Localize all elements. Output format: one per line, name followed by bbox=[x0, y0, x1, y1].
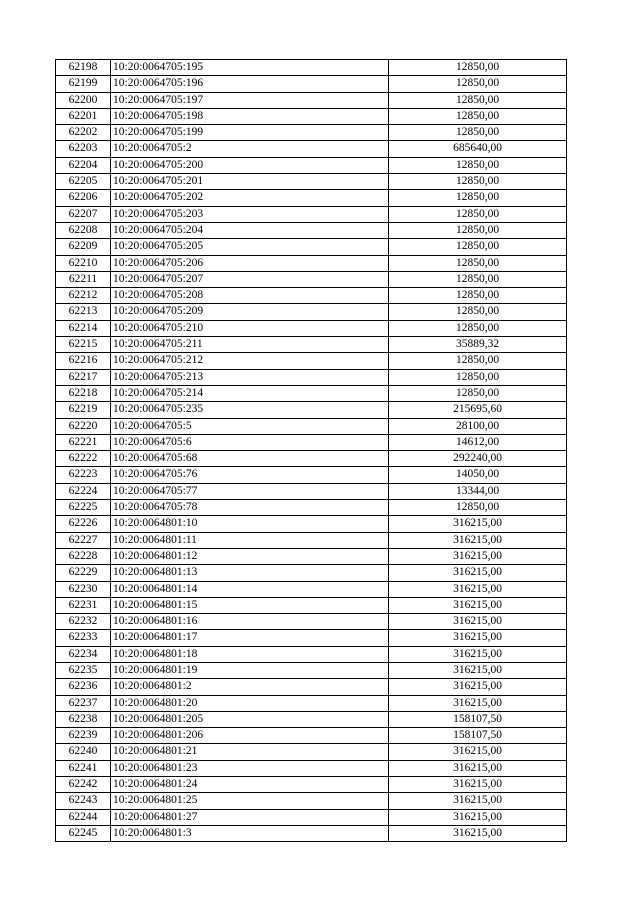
table-row bbox=[56, 353, 567, 369]
row-number-cell: 62234 bbox=[56, 646, 111, 662]
table-row bbox=[56, 190, 567, 206]
row-number-cell: 62208 bbox=[56, 222, 111, 238]
cadastral-number-cell: 10:20:0064801:20 bbox=[111, 695, 389, 711]
table-row bbox=[56, 711, 567, 727]
row-number-cell: 62233 bbox=[56, 630, 111, 646]
value-cell: 12850,00 bbox=[389, 190, 567, 206]
row-number-cell: 62231 bbox=[56, 597, 111, 613]
value-cell: 316215,00 bbox=[389, 809, 567, 825]
table-row bbox=[56, 92, 567, 108]
cadastral-number-cell: 10:20:0064705:208 bbox=[111, 288, 389, 304]
table-row bbox=[56, 141, 567, 157]
table-row bbox=[56, 108, 567, 124]
value-cell: 12850,00 bbox=[389, 206, 567, 222]
table-row bbox=[56, 614, 567, 630]
cadastral-number-cell: 10:20:0064705:77 bbox=[111, 483, 389, 499]
cadastral-number-cell: 10:20:0064801:23 bbox=[111, 760, 389, 776]
cadastral-number-cell: 10:20:0064705:235 bbox=[111, 402, 389, 418]
table-row bbox=[56, 402, 567, 418]
row-number-cell: 62241 bbox=[56, 760, 111, 776]
cadastral-number-cell: 10:20:0064705:195 bbox=[111, 60, 389, 76]
table-row bbox=[56, 581, 567, 597]
table-row bbox=[56, 532, 567, 548]
cadastral-number-cell: 10:20:0064801:24 bbox=[111, 777, 389, 793]
row-number-cell: 62221 bbox=[56, 434, 111, 450]
table-row bbox=[56, 255, 567, 271]
table-row bbox=[56, 60, 567, 76]
cadastral-number-cell: 10:20:0064801:206 bbox=[111, 728, 389, 744]
row-number-cell: 62213 bbox=[56, 304, 111, 320]
value-cell: 316215,00 bbox=[389, 597, 567, 613]
value-cell: 12850,00 bbox=[389, 500, 567, 516]
cadastral-number-cell: 10:20:0064705:200 bbox=[111, 157, 389, 173]
cadastral-number-cell: 10:20:0064801:10 bbox=[111, 516, 389, 532]
cadastral-number-cell: 10:20:0064801:19 bbox=[111, 662, 389, 678]
value-cell: 316215,00 bbox=[389, 565, 567, 581]
cadastral-number-cell: 10:20:0064801:21 bbox=[111, 744, 389, 760]
table-row bbox=[56, 809, 567, 825]
row-number-cell: 62207 bbox=[56, 206, 111, 222]
row-number-cell: 62215 bbox=[56, 337, 111, 353]
value-cell: 14050,00 bbox=[389, 467, 567, 483]
row-number-cell: 62224 bbox=[56, 483, 111, 499]
table-row bbox=[56, 516, 567, 532]
table-body bbox=[56, 60, 567, 842]
table-row bbox=[56, 206, 567, 222]
value-cell: 316215,00 bbox=[389, 630, 567, 646]
table-row bbox=[56, 467, 567, 483]
row-number-cell: 62203 bbox=[56, 141, 111, 157]
value-cell: 316215,00 bbox=[389, 614, 567, 630]
row-number-cell: 62200 bbox=[56, 92, 111, 108]
table-row bbox=[56, 125, 567, 141]
value-cell: 12850,00 bbox=[389, 385, 567, 401]
row-number-cell: 62225 bbox=[56, 500, 111, 516]
row-number-cell: 62204 bbox=[56, 157, 111, 173]
row-number-cell: 62211 bbox=[56, 271, 111, 287]
table-row bbox=[56, 565, 567, 581]
table-row bbox=[56, 337, 567, 353]
row-number-cell: 62240 bbox=[56, 744, 111, 760]
value-cell: 12850,00 bbox=[389, 157, 567, 173]
cadastral-number-cell: 10:20:0064705:211 bbox=[111, 337, 389, 353]
row-number-cell: 62237 bbox=[56, 695, 111, 711]
cadastral-number-cell: 10:20:0064705:2 bbox=[111, 141, 389, 157]
row-number-cell: 62212 bbox=[56, 288, 111, 304]
cadastral-number-cell: 10:20:0064705:212 bbox=[111, 353, 389, 369]
table-row bbox=[56, 777, 567, 793]
row-number-cell: 62220 bbox=[56, 418, 111, 434]
value-cell: 12850,00 bbox=[389, 320, 567, 336]
row-number-cell: 62209 bbox=[56, 239, 111, 255]
row-number-cell: 62239 bbox=[56, 728, 111, 744]
table-row bbox=[56, 320, 567, 336]
cadastral-number-cell: 10:20:0064705:213 bbox=[111, 369, 389, 385]
cadastral-number-cell: 10:20:0064705:199 bbox=[111, 125, 389, 141]
value-cell: 215695,60 bbox=[389, 402, 567, 418]
table-row bbox=[56, 825, 567, 841]
table-row bbox=[56, 369, 567, 385]
cadastral-value-table bbox=[55, 59, 567, 842]
table-row bbox=[56, 239, 567, 255]
value-cell: 158107,50 bbox=[389, 711, 567, 727]
value-cell: 28100,00 bbox=[389, 418, 567, 434]
table-row bbox=[56, 500, 567, 516]
row-number-cell: 62205 bbox=[56, 174, 111, 190]
value-cell: 12850,00 bbox=[389, 288, 567, 304]
row-number-cell: 62244 bbox=[56, 809, 111, 825]
value-cell: 12850,00 bbox=[389, 174, 567, 190]
cadastral-number-cell: 10:20:0064705:197 bbox=[111, 92, 389, 108]
cadastral-number-cell: 10:20:0064801:11 bbox=[111, 532, 389, 548]
row-number-cell: 62238 bbox=[56, 711, 111, 727]
table-row bbox=[56, 679, 567, 695]
table-row bbox=[56, 434, 567, 450]
value-cell: 316215,00 bbox=[389, 532, 567, 548]
table-row bbox=[56, 760, 567, 776]
table-row bbox=[56, 630, 567, 646]
cadastral-number-cell: 10:20:0064705:210 bbox=[111, 320, 389, 336]
cadastral-number-cell: 10:20:0064705:201 bbox=[111, 174, 389, 190]
row-number-cell: 62243 bbox=[56, 793, 111, 809]
value-cell: 316215,00 bbox=[389, 646, 567, 662]
cadastral-number-cell: 10:20:0064705:76 bbox=[111, 467, 389, 483]
cadastral-number-cell: 10:20:0064801:25 bbox=[111, 793, 389, 809]
value-cell: 12850,00 bbox=[389, 369, 567, 385]
row-number-cell: 62218 bbox=[56, 385, 111, 401]
cadastral-number-cell: 10:20:0064705:68 bbox=[111, 451, 389, 467]
row-number-cell: 62242 bbox=[56, 777, 111, 793]
cadastral-number-cell: 10:20:0064801:13 bbox=[111, 565, 389, 581]
table-row bbox=[56, 744, 567, 760]
row-number-cell: 62230 bbox=[56, 581, 111, 597]
table-row bbox=[56, 451, 567, 467]
table-row bbox=[56, 597, 567, 613]
cadastral-number-cell: 10:20:0064801:3 bbox=[111, 825, 389, 841]
value-cell: 316215,00 bbox=[389, 744, 567, 760]
table-row bbox=[56, 222, 567, 238]
row-number-cell: 62229 bbox=[56, 565, 111, 581]
table-row bbox=[56, 728, 567, 744]
table-row bbox=[56, 288, 567, 304]
table-row bbox=[56, 793, 567, 809]
row-number-cell: 62206 bbox=[56, 190, 111, 206]
cadastral-number-cell: 10:20:0064801:205 bbox=[111, 711, 389, 727]
row-number-cell: 62217 bbox=[56, 369, 111, 385]
row-number-cell: 62232 bbox=[56, 614, 111, 630]
row-number-cell: 62245 bbox=[56, 825, 111, 841]
cadastral-number-cell: 10:20:0064801:27 bbox=[111, 809, 389, 825]
table-row bbox=[56, 418, 567, 434]
row-number-cell: 62214 bbox=[56, 320, 111, 336]
row-number-cell: 62228 bbox=[56, 548, 111, 564]
row-number-cell: 62202 bbox=[56, 125, 111, 141]
row-number-cell: 62223 bbox=[56, 467, 111, 483]
cadastral-number-cell: 10:20:0064705:198 bbox=[111, 108, 389, 124]
table-row bbox=[56, 695, 567, 711]
row-number-cell: 62222 bbox=[56, 451, 111, 467]
cadastral-number-cell: 10:20:0064705:202 bbox=[111, 190, 389, 206]
cadastral-number-cell: 10:20:0064705:207 bbox=[111, 271, 389, 287]
value-cell: 14612,00 bbox=[389, 434, 567, 450]
cadastral-number-cell: 10:20:0064705:6 bbox=[111, 434, 389, 450]
row-number-cell: 62226 bbox=[56, 516, 111, 532]
cadastral-number-cell: 10:20:0064705:203 bbox=[111, 206, 389, 222]
value-cell: 12850,00 bbox=[389, 60, 567, 76]
value-cell: 316215,00 bbox=[389, 777, 567, 793]
value-cell: 12850,00 bbox=[389, 239, 567, 255]
value-cell: 316215,00 bbox=[389, 760, 567, 776]
value-cell: 316215,00 bbox=[389, 516, 567, 532]
table-row bbox=[56, 76, 567, 92]
value-cell: 316215,00 bbox=[389, 679, 567, 695]
table-row bbox=[56, 646, 567, 662]
row-number-cell: 62201 bbox=[56, 108, 111, 124]
table-row bbox=[56, 157, 567, 173]
value-cell: 316215,00 bbox=[389, 548, 567, 564]
value-cell: 12850,00 bbox=[389, 92, 567, 108]
table-row bbox=[56, 548, 567, 564]
cadastral-number-cell: 10:20:0064801:14 bbox=[111, 581, 389, 597]
cadastral-number-cell: 10:20:0064705:204 bbox=[111, 222, 389, 238]
cadastral-number-cell: 10:20:0064801:2 bbox=[111, 679, 389, 695]
value-cell: 316215,00 bbox=[389, 581, 567, 597]
value-cell: 685640,00 bbox=[389, 141, 567, 157]
cadastral-number-cell: 10:20:0064801:16 bbox=[111, 614, 389, 630]
value-cell: 12850,00 bbox=[389, 76, 567, 92]
value-cell: 158107,50 bbox=[389, 728, 567, 744]
value-cell: 316215,00 bbox=[389, 793, 567, 809]
value-cell: 12850,00 bbox=[389, 222, 567, 238]
cadastral-number-cell: 10:20:0064801:17 bbox=[111, 630, 389, 646]
value-cell: 316215,00 bbox=[389, 695, 567, 711]
row-number-cell: 62236 bbox=[56, 679, 111, 695]
table-row bbox=[56, 271, 567, 287]
row-number-cell: 62199 bbox=[56, 76, 111, 92]
cadastral-number-cell: 10:20:0064705:78 bbox=[111, 500, 389, 516]
row-number-cell: 62235 bbox=[56, 662, 111, 678]
value-cell: 12850,00 bbox=[389, 125, 567, 141]
value-cell: 292240,00 bbox=[389, 451, 567, 467]
row-number-cell: 62227 bbox=[56, 532, 111, 548]
value-cell: 12850,00 bbox=[389, 271, 567, 287]
row-number-cell: 62198 bbox=[56, 60, 111, 76]
cadastral-number-cell: 10:20:0064801:12 bbox=[111, 548, 389, 564]
row-number-cell: 62210 bbox=[56, 255, 111, 271]
table-row bbox=[56, 662, 567, 678]
value-cell: 35889,32 bbox=[389, 337, 567, 353]
row-number-cell: 62216 bbox=[56, 353, 111, 369]
cadastral-number-cell: 10:20:0064705:196 bbox=[111, 76, 389, 92]
value-cell: 12850,00 bbox=[389, 108, 567, 124]
cadastral-number-cell: 10:20:0064705:209 bbox=[111, 304, 389, 320]
table-row bbox=[56, 174, 567, 190]
cadastral-number-cell: 10:20:0064705:5 bbox=[111, 418, 389, 434]
value-cell: 13344,00 bbox=[389, 483, 567, 499]
cadastral-number-cell: 10:20:0064705:206 bbox=[111, 255, 389, 271]
value-cell: 316215,00 bbox=[389, 662, 567, 678]
cadastral-number-cell: 10:20:0064705:205 bbox=[111, 239, 389, 255]
cadastral-number-cell: 10:20:0064705:214 bbox=[111, 385, 389, 401]
value-cell: 316215,00 bbox=[389, 825, 567, 841]
value-cell: 12850,00 bbox=[389, 304, 567, 320]
cadastral-number-cell: 10:20:0064801:15 bbox=[111, 597, 389, 613]
value-cell: 12850,00 bbox=[389, 255, 567, 271]
table-row bbox=[56, 304, 567, 320]
table-row bbox=[56, 483, 567, 499]
table-row bbox=[56, 385, 567, 401]
cadastral-number-cell: 10:20:0064801:18 bbox=[111, 646, 389, 662]
row-number-cell: 62219 bbox=[56, 402, 111, 418]
value-cell: 12850,00 bbox=[389, 353, 567, 369]
